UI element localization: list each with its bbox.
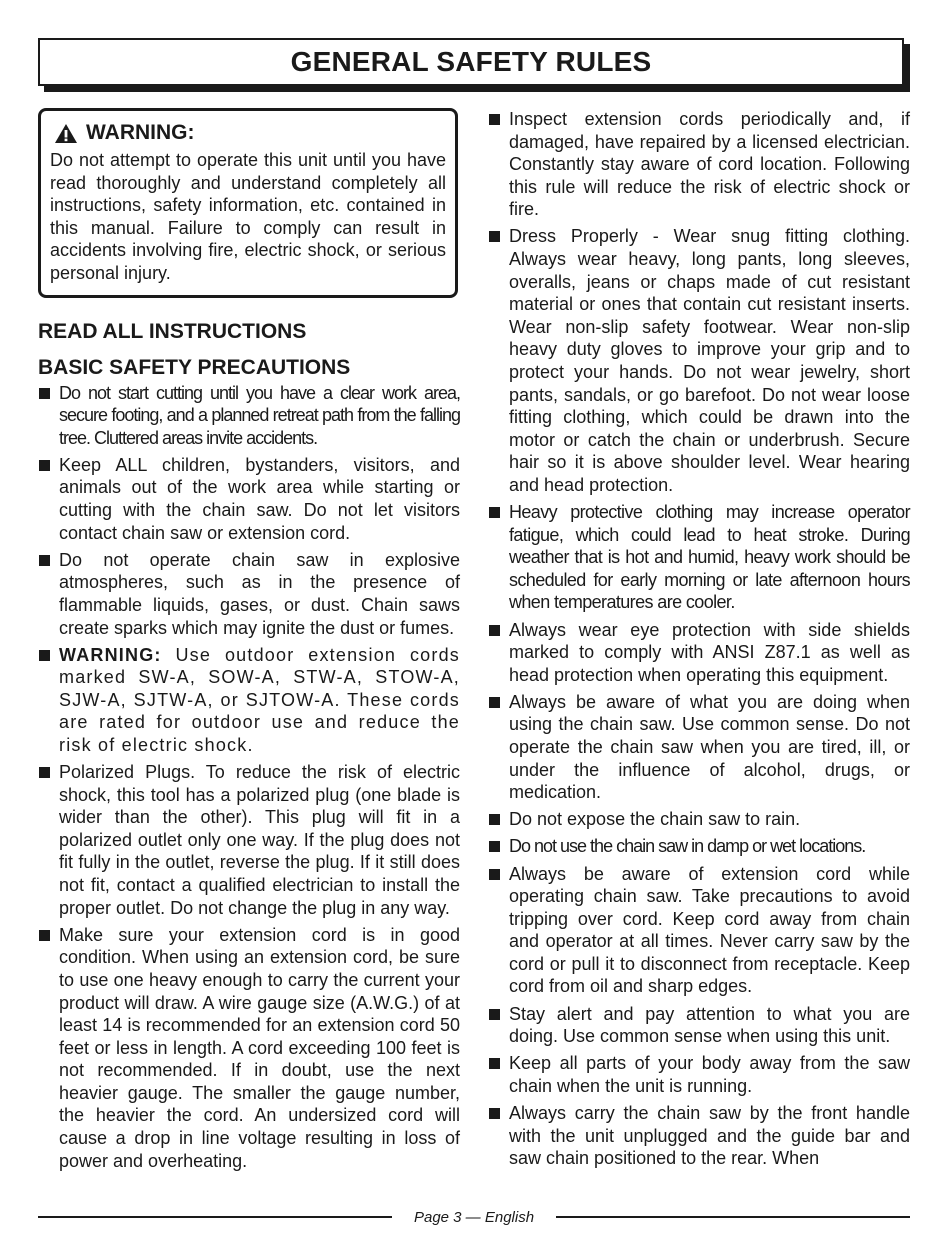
list-item: Keep ALL children, bystanders, visitors, and animals out of the work area while starting or cutting with the chain saw. Do not let visitors contact chain saw or extension cord. bbox=[38, 454, 460, 544]
bullet-square-icon bbox=[489, 814, 500, 825]
list-item: Polarized Plugs. To reduce the risk of electric shock, this tool has a polarized plug (one blade is wider than the other). This plug will fit in a polarized outlet only one way. If the plug does not fit fully in the outlet, reverse the plug. If it still does not fit, contact a qualified electrician to install the proper outlet. Do not change the plug in any way. bbox=[38, 761, 460, 919]
bullet-square-icon bbox=[489, 1108, 500, 1119]
list-item: Keep all parts of your body away from the saw chain when the unit is running. bbox=[488, 1052, 910, 1097]
bullet-square-icon bbox=[39, 650, 50, 661]
list-item: WARNING: Use outdoor extension cords marked SW-A, SOW-A, STW-A, STOW-A, SJW-A, SJTW-A, or SJTOW-A. These cords are rated for outdoor use and reduce the risk of electric shock. bbox=[38, 644, 460, 757]
list-item: Always carry the chain saw by the front handle with the unit unplugged and the guide bar and saw chain positioned to the rear. When bbox=[488, 1102, 910, 1170]
bullet-square-icon bbox=[489, 841, 500, 852]
list-item: Dress Properly - Wear snug fitting clothing. Always wear heavy, long pants, long sleeves, overalls, jeans or chaps made of cut resistant material or ones that contain cut resistant inserts. Wear non-slip safety footwear. Wear non-slip heavy duty gloves to improve your grip and to protect your hands. Do not wear jewelry, short pants, sandals, or go barefoot. Do not wear loose fitting clothing, which could be drawn into the motor or catch the chain or underbrush. Secure hair so it is above shoulder level. Wear hearing and head protection. bbox=[488, 225, 910, 496]
list-item: Make sure your extension cord is in good condition. When using an extension cord, be sure to use one heavy enough to carry the current your product will draw. A wire gauge size (A.W.G.) of at least 14 is recommended for an extension cord 50 feet or less in length. A cord exceeding 100 feet is not recommended. If in doubt, use the next heavier gauge. The smaller the gauge number, the heavier the cord. An undersized cord will cause a drop in line voltage resulting in loss of power and overheating. bbox=[38, 924, 460, 1173]
list-item: Do not use the chain saw in damp or wet locations. bbox=[488, 835, 910, 858]
warning-lead: WARNING: bbox=[59, 644, 162, 665]
bullet-square-icon bbox=[489, 869, 500, 880]
bullet-square-icon bbox=[489, 231, 500, 242]
footer-rule-left bbox=[38, 1216, 392, 1218]
list-item: Inspect extension cords periodically and, if damaged, have repaired by a licensed electrician. Constantly stay aware of cord location. Following this rule will reduce the risk of electric shock or fire. bbox=[488, 108, 910, 221]
page-number: Page 3 — English bbox=[413, 1208, 535, 1226]
left-column bbox=[38, 108, 460, 1177]
read-all-heading: READ ALL INSTRUCTIONS bbox=[38, 319, 307, 343]
footer-rule-right bbox=[556, 1216, 910, 1218]
bullet-square-icon bbox=[489, 1009, 500, 1020]
warning-box bbox=[38, 108, 458, 298]
list-item: Always be aware of extension cord while operating chain saw. Take precautions to avoid tripping over cord. Keep cord away from chain and operator at all times. Never carry saw by the cord or pull it to disconnect from receptacle. Keep cord from oil and sharp edges. bbox=[488, 863, 910, 999]
basic-precautions-heading: BASIC SAFETY PRECAUTIONS bbox=[38, 355, 351, 379]
bullet-square-icon bbox=[39, 388, 50, 399]
bullet-square-icon bbox=[489, 114, 500, 125]
bullet-square-icon bbox=[39, 460, 50, 471]
list-item: Do not start cutting until you have a clear work area, secure footing, and a planned retreat path from the falling tree. Cluttered areas invite accidents. bbox=[38, 382, 460, 450]
page-footer bbox=[38, 1207, 910, 1227]
bullet-square-icon bbox=[39, 555, 50, 566]
warning-header bbox=[54, 121, 446, 145]
warning-triangle-icon bbox=[54, 123, 78, 144]
list-item: Do not operate chain saw in explosive atmospheres, such as in the presence of flammable liquids, gases, or dust. Chain saws create sparks which may ignite the dust or fumes. bbox=[38, 549, 460, 639]
right-column bbox=[488, 108, 910, 1174]
bullet-square-icon bbox=[489, 625, 500, 636]
page-title: GENERAL SAFETY RULES bbox=[290, 46, 652, 77]
list-item: Heavy protective clothing may increase operator fatigue, which could lead to heat stroke. During weather that is hot and humid, heavy work should be scheduled for early morning or late afternoon hours when temperatures are cooler. bbox=[488, 501, 910, 614]
bullet-square-icon bbox=[39, 930, 50, 941]
title-banner bbox=[38, 38, 904, 86]
list-item: Always be aware of what you are doing when using the chain saw. Use common sense. Do not operate the chain saw when you are tired, ill, or under the influence of alcohol, drugs, or medication. bbox=[488, 691, 910, 804]
bullet-square-icon bbox=[39, 767, 50, 778]
list-item: Always wear eye protection with side shields marked to comply with ANSI Z87.1 as well as head protection when operating this equipment. bbox=[488, 619, 910, 687]
list-item: Do not expose the chain saw to rain. bbox=[488, 808, 910, 831]
warning-label: WARNING: bbox=[86, 121, 195, 144]
bullet-square-icon bbox=[489, 1058, 500, 1069]
left-bullet-list bbox=[38, 382, 460, 1173]
right-bullet-list bbox=[488, 108, 910, 1170]
warning-text: Do not attempt to operate this unit until you have read thoroughly and understand completely all instructions, safety information, etc. contained in this manual. Failure to comply can result in accidents involving fire, electric shock, or serious personal injury. bbox=[50, 150, 446, 283]
list-item: Stay alert and pay attention to what you are doing. Use common sense when using this unit. bbox=[488, 1003, 910, 1048]
bullet-square-icon bbox=[489, 697, 500, 708]
bullet-square-icon bbox=[489, 507, 500, 518]
